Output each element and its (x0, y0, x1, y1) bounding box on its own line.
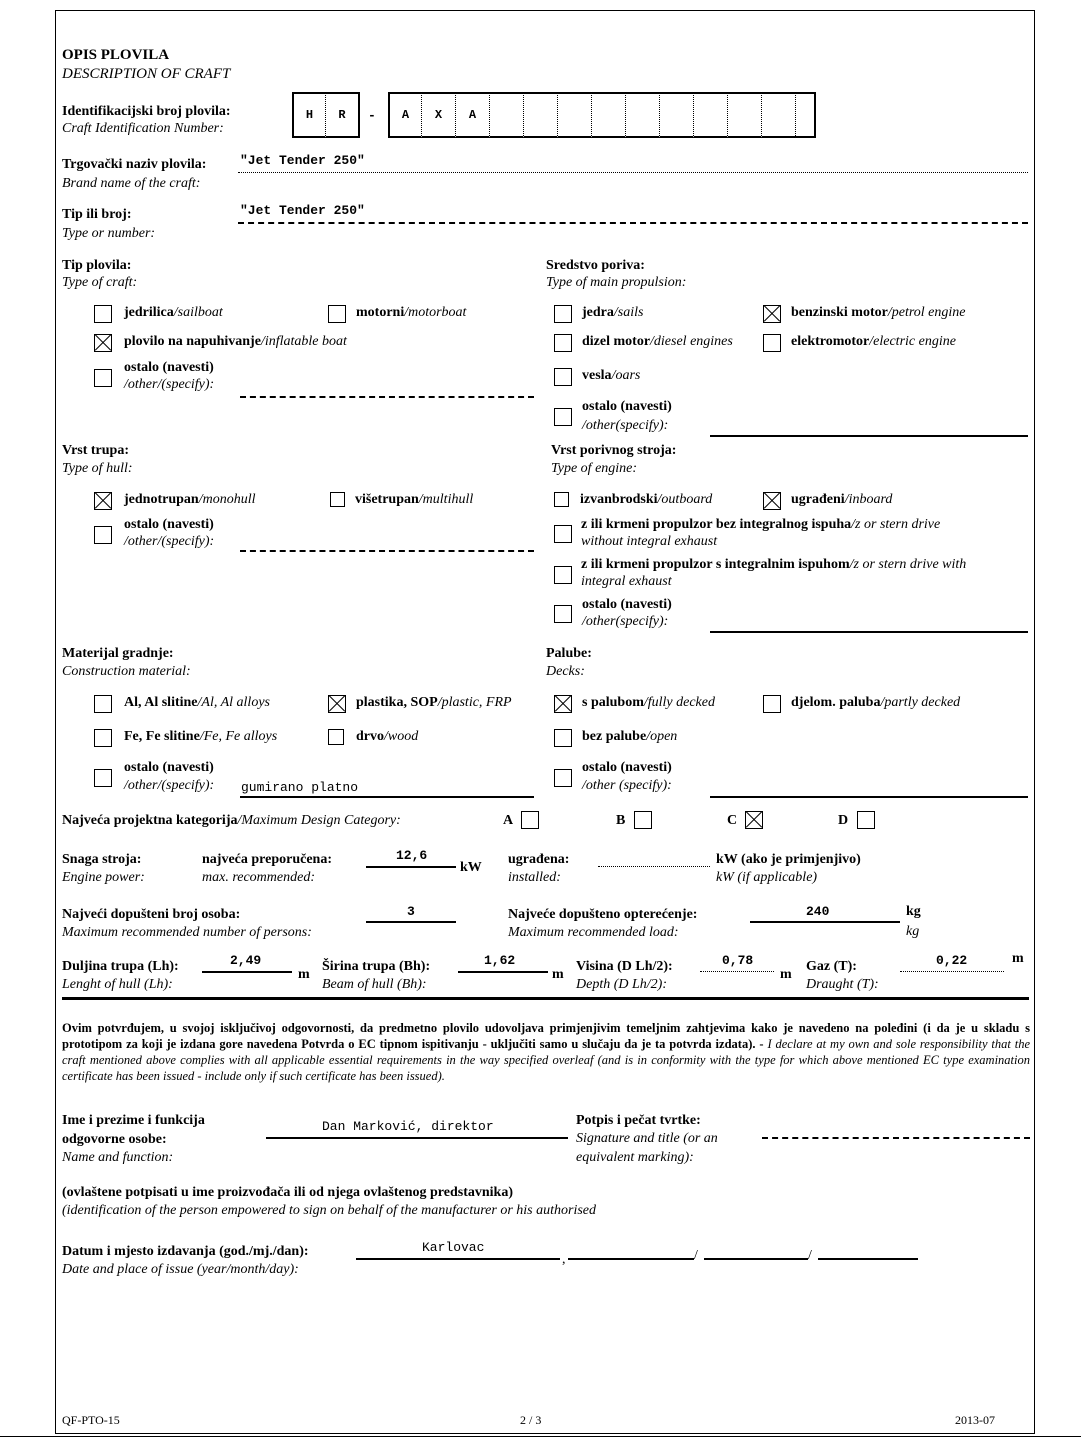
load-unit-en: kg (906, 924, 920, 939)
petrol-label: benzinski motor (791, 305, 888, 320)
type-line (238, 222, 1028, 224)
petrol-label-en: /petrol engine (887, 305, 966, 320)
persons-line (366, 921, 456, 923)
cin-label: Identifikacijski broj plovila: (62, 104, 231, 119)
propulsion-label-en: Type of main propulsion: (546, 275, 687, 290)
authorised-label: (ovlaštene potpisati u ime proizvođača ili od njega ovlaštenog predstavnika) (62, 1185, 514, 1200)
cin-box-9[interactable] (558, 92, 592, 138)
draught-line (900, 971, 1004, 972)
z-drive-no-exhaust-checkbox[interactable] (554, 525, 572, 543)
issue-label-en: Date and place of issue (year/month/day): (62, 1262, 299, 1277)
brand-line (238, 172, 1028, 173)
craft-other-label: ostalo (navesti) (124, 360, 214, 375)
sails-label-en: /sails (613, 305, 644, 320)
inboard-checkbox[interactable] (763, 492, 781, 510)
type-label-en: Type or number: (62, 226, 156, 241)
category-a-checkbox[interactable] (521, 811, 539, 829)
steel-checkbox[interactable] (94, 729, 112, 747)
person-label-2: odgovorne osobe: (62, 1132, 167, 1147)
cin-box-2[interactable]: R (326, 92, 360, 138)
open-deck-label-en: /open (646, 729, 678, 744)
motorboat-label-en: /motorboat (404, 305, 467, 320)
brand-value[interactable]: "Jet Tender 250" (240, 153, 365, 168)
issue-slash-1: / (694, 1248, 698, 1263)
category-b-label: B (616, 813, 626, 828)
sailboat-checkbox[interactable] (94, 305, 112, 323)
deck-other-label: ostalo (navesti) (582, 760, 672, 775)
footer-page: 2 / 3 (520, 1413, 542, 1427)
power-label: Snaga stroja: (62, 852, 142, 867)
engine-other-line[interactable] (710, 631, 1028, 633)
depth-line (700, 971, 774, 972)
draught-label: Gaz (T): (806, 959, 857, 974)
beam-unit: m (552, 967, 564, 982)
load-unit: kg (906, 904, 921, 919)
load-line (750, 921, 900, 923)
signature-label-en-2: equivalent marking): (576, 1150, 694, 1165)
length-unit: m (298, 967, 310, 982)
diesel-label: dizel motor (582, 334, 651, 349)
issue-slash-2: / (808, 1248, 812, 1263)
petrol-checkbox[interactable] (763, 305, 781, 323)
steel-label: Fe, Fe slitine (124, 729, 200, 744)
depth-label: Visina (D Lh/2): (576, 959, 673, 974)
monohull-checkbox[interactable] (94, 492, 112, 510)
wood-label: drvo (356, 729, 384, 744)
issue-month-line[interactable] (704, 1258, 808, 1260)
load-label: Najveće dopušteno opterećenje: (508, 907, 698, 922)
outboard-checkbox[interactable] (554, 492, 569, 507)
z-drive-no-exhaust-label: z ili krmeni propulzor bez integralnog ispuha (581, 517, 852, 532)
craft-other-label-en: /other/(specify): (124, 377, 215, 392)
sails-label: jedra (582, 305, 614, 320)
cin-box-8[interactable] (524, 92, 558, 138)
category-c-checkbox[interactable] (745, 811, 763, 829)
category-b-checkbox[interactable] (634, 811, 652, 829)
persons-label: Najveći dopušteni broj osoba: (62, 907, 241, 922)
propulsion-other-line[interactable] (710, 435, 1028, 437)
cin-box-13[interactable] (694, 92, 728, 138)
electric-checkbox[interactable] (763, 334, 781, 352)
sailboat-label: jedrilica (124, 305, 174, 320)
fully-decked-label: s palubom (582, 695, 644, 710)
brand-label-en: Brand name of the craft: (62, 176, 201, 191)
motorboat-checkbox[interactable] (328, 305, 346, 323)
engine-other-label: ostalo (navesti) (582, 597, 672, 612)
partly-decked-label-en: /partly decked (880, 695, 961, 710)
propulsion-other-label: ostalo (navesti) (582, 399, 672, 414)
steel-label-en: /Fe, Fe alloys (199, 729, 278, 744)
declaration-text (62, 1020, 1030, 1084)
electric-label: elektromotor (791, 334, 870, 349)
signature-label-en-1: Signature and title (or an (576, 1131, 718, 1146)
sailboat-label-en: /sailboat (173, 305, 223, 320)
power-label-en: Engine power: (62, 870, 145, 885)
issue-place-line (356, 1258, 560, 1260)
hull-other-line[interactable] (240, 550, 534, 552)
deck-other-checkbox[interactable] (554, 769, 572, 787)
material-other-label-en: /other/(specify): (124, 778, 215, 793)
length-label: Duljina trupa (Lh): (62, 959, 179, 974)
person-line (266, 1137, 568, 1139)
draught-unit: m (1012, 951, 1024, 966)
inflatable-label-en: /inflatable boat (260, 334, 347, 349)
oars-label: vesla (582, 368, 612, 383)
monohull-label-en: /monohull (198, 492, 256, 507)
cin-box-5[interactable]: X (422, 92, 456, 138)
craft-other-checkbox[interactable] (94, 369, 112, 387)
footer-code: QF-PTO-15 (62, 1413, 120, 1427)
outboard-label-en: /outboard (657, 492, 713, 507)
multihull-label-en: /multihull (418, 492, 474, 507)
power-max-label-en: max. recommended: (202, 870, 315, 885)
type-label: Tip ili broj: (62, 207, 132, 222)
engine-type-label: Vrst porivnog stroja: (551, 443, 677, 458)
material-label: Materijal gradnje: (62, 646, 174, 661)
electric-label-en: /electric engine (869, 334, 956, 349)
category-label-en: /Maximum Design Category: (237, 813, 401, 828)
propulsion-label: Sredstvo poriva: (546, 258, 645, 273)
open-deck-checkbox[interactable] (554, 729, 572, 747)
aluminium-checkbox[interactable] (94, 695, 112, 713)
category-label: Najveća projektna kategorija (62, 813, 238, 828)
fully-decked-label-en: /fully decked (643, 695, 715, 710)
frp-checkbox[interactable] (328, 695, 346, 713)
material-other-value[interactable]: gumirano platno (241, 780, 359, 795)
depth-value[interactable]: 0,78 (722, 953, 754, 968)
category-a-label: A (503, 813, 514, 828)
monohull-label: jednotrupan (124, 492, 199, 507)
aluminium-label-en: /Al, Al alloys (197, 695, 270, 710)
multihull-label: višetrupan (355, 492, 419, 507)
aluminium-label: Al, Al slitine (124, 695, 198, 710)
cin-box-11[interactable] (626, 92, 660, 138)
beam-label-en: Beam of hull (Bh): (322, 977, 427, 992)
power-max-value[interactable]: 12,6 (396, 848, 428, 863)
power-max-unit: kW (460, 860, 482, 875)
cin-label-en: Craft Identification Number: (62, 121, 224, 136)
person-label-en: Name and function: (62, 1150, 174, 1165)
length-line (202, 971, 292, 973)
load-value[interactable]: 240 (806, 904, 830, 919)
diesel-checkbox[interactable] (554, 334, 572, 352)
decks-label-en: Decks: (546, 664, 585, 679)
engine-other-label-en: /other(specify): (582, 614, 669, 629)
section-subtitle: DESCRIPTION OF CRAFT (62, 66, 231, 82)
wood-checkbox[interactable] (328, 729, 344, 745)
issue-day-line[interactable] (818, 1258, 918, 1260)
person-value[interactable]: Dan Marković, direktor (322, 1119, 494, 1134)
signature-line[interactable] (762, 1137, 1030, 1139)
length-label-en: Lenght of hull (Lh): (62, 977, 173, 992)
length-value[interactable]: 2,49 (230, 953, 262, 968)
power-installed-line[interactable] (598, 866, 710, 867)
frp-label-en: /plastic, FRP (437, 695, 512, 710)
page-edge-line (0, 1436, 1081, 1437)
partly-decked-label: djelom. paluba (791, 695, 881, 710)
propulsion-other-label-en: /other(specify): (582, 418, 669, 433)
hull-label: Vrst trupa: (62, 443, 130, 458)
power-max-label: najveća preporučena: (202, 852, 332, 867)
cin-box-12[interactable] (660, 92, 694, 138)
material-label-en: Construction material: (62, 664, 191, 679)
cin-box-4[interactable]: A (388, 92, 422, 138)
decks-label: Palube: (546, 646, 592, 661)
type-value[interactable]: "Jet Tender 250" (240, 203, 365, 218)
engine-type-label-en: Type of engine: (551, 461, 638, 476)
material-other-label: ostalo (navesti) (124, 760, 214, 775)
load-label-en: Maximum recommended load: (508, 925, 679, 940)
issue-comma: , (562, 1252, 566, 1267)
brand-label: Trgovački naziv plovila: (62, 157, 207, 172)
power-installed-unit-en: kW (if applicable) (716, 870, 818, 885)
z-drive-exhaust-label: z ili krmeni propulzor s integralnim ispuhom (581, 557, 850, 572)
engine-other-checkbox[interactable] (554, 605, 572, 623)
issue-place-value[interactable]: Karlovac (422, 1240, 485, 1255)
open-deck-label: bez palube (582, 729, 647, 744)
z-drive-no-exhaust-label-en2: without integral exhaust (581, 534, 718, 549)
draught-label-en: Draught (T): (806, 977, 879, 992)
diesel-label-en: /diesel engines (650, 334, 733, 349)
draught-value[interactable]: 0,22 (936, 953, 968, 968)
fully-decked-checkbox[interactable] (554, 695, 572, 713)
beam-label: Širina trupa (Bh): (322, 959, 431, 974)
motorboat-label: motorni (356, 305, 405, 320)
category-d-checkbox[interactable] (857, 811, 875, 829)
section-divider (62, 997, 1029, 1000)
outboard-label: izvanbrodski (580, 492, 658, 507)
propulsion-other-checkbox[interactable] (554, 408, 572, 426)
declaration-en: I declare at my own and sole responsibility that the craft mentioned above complies with all applicable essential requirements in the way specified overleaf (and is in conformity with the type for which above mentioned EC type examination certificate has been issued - include only if such certificate has been issued). (62, 1037, 1031, 1083)
deck-other-line[interactable] (710, 796, 1028, 798)
power-installed-unit: kW (ako je primjenjivo) (716, 852, 861, 867)
inboard-label: ugrađeni (791, 492, 845, 507)
cin-box-7[interactable] (490, 92, 524, 138)
depth-label-en: Depth (D Lh/2): (576, 977, 667, 992)
person-label-1: Ime i prezime i funkcija (62, 1113, 205, 1128)
issue-year-line[interactable] (568, 1258, 694, 1260)
power-max-line (366, 866, 456, 868)
footer-date: 2013-07 (955, 1413, 995, 1427)
beam-value[interactable]: 1,62 (484, 953, 516, 968)
category-d-label: D (838, 813, 849, 828)
z-drive-no-exhaust-label-en: /z or stern drive (851, 517, 941, 532)
cin-separator: - (368, 108, 376, 123)
persons-label-en: Maximum recommended number of persons: (62, 925, 312, 940)
authorised-label-en: (identification of the person empowered to sign on behalf of the manufacturer or his authorised (62, 1203, 597, 1218)
z-drive-exhaust-label-en2: integral exhaust (581, 574, 672, 589)
section-title: OPIS PLOVILA (62, 47, 170, 63)
cin-box-10[interactable] (592, 92, 626, 138)
material-other-checkbox[interactable] (94, 769, 112, 787)
oars-label-en: /oars (611, 368, 641, 383)
deck-other-label-en: /other (specify): (582, 778, 672, 793)
frp-label: plastika, SOP (356, 695, 438, 710)
inflatable-label: plovilo na napuhivanje (124, 334, 261, 349)
inboard-label-en: /inboard (844, 492, 893, 507)
inflatable-checkbox[interactable] (94, 334, 112, 352)
hull-label-en: Type of hull: (62, 461, 133, 476)
cin-box-14[interactable] (728, 92, 762, 138)
craft-other-line[interactable] (240, 396, 534, 398)
declaration-hr: Ovim potvrđujem, u svojoj isključivoj odgovornosti, da predmetno plovilo udovoljava primjenjivim temeljnim zahtjevima kako je navedeno na poleđini (i da je u skladu s prototipom za koji je izdana gore navedena Potvrda o EC tipnom ispitivanju - uključiti samo u slučaju da je ta potvrda izdata). - (62, 1021, 1030, 1051)
z-drive-exhaust-checkbox[interactable] (554, 566, 572, 584)
craft-type-label-en: Type of craft: (62, 275, 138, 290)
material-other-line (240, 796, 534, 798)
sails-checkbox[interactable] (554, 305, 572, 323)
z-drive-exhaust-label-en: /z or stern drive with (849, 557, 967, 572)
cin-box-6[interactable]: A (456, 92, 490, 138)
partly-decked-checkbox[interactable] (763, 695, 781, 713)
power-installed-label: ugrađena: (508, 852, 570, 867)
power-installed-label-en: installed: (508, 870, 561, 885)
cin-box-16[interactable] (782, 92, 816, 138)
signature-label: Potpis i pečat tvrtke: (576, 1113, 701, 1128)
craft-type-label: Tip plovila: (62, 258, 132, 273)
hull-other-checkbox[interactable] (94, 526, 112, 544)
multihull-checkbox[interactable] (330, 492, 345, 507)
category-c-label: C (727, 813, 738, 828)
cin-box-1[interactable]: H (292, 92, 326, 138)
oars-checkbox[interactable] (554, 368, 572, 386)
wood-label-en: /wood (384, 729, 419, 744)
issue-label: Datum i mjesto izdavanja (god./mj./dan): (62, 1244, 309, 1259)
persons-value[interactable]: 3 (407, 904, 415, 919)
depth-unit: m (780, 967, 792, 982)
hull-other-label-en: /other/(specify): (124, 534, 215, 549)
hull-other-label: ostalo (navesti) (124, 517, 214, 532)
beam-line (458, 971, 548, 973)
